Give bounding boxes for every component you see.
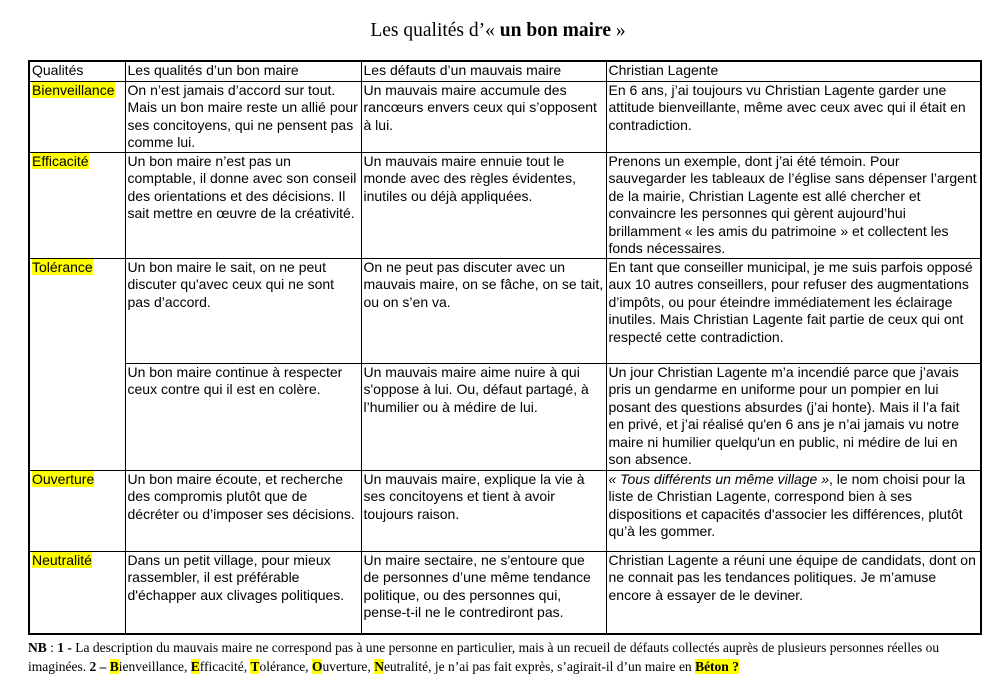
cell-lagente: En tant que conseiller municipal, je me suis parfois opposé aux 10 autres conseillers, pour refuser des augmentations d’impôts, ou pour éteindre immédiatement les éclairage inutiles. Mais Christian Lagente fait partie de ceux qui ont respecté cette contradiction. <box>606 258 981 363</box>
highlight-label: Neutralité <box>32 551 92 568</box>
highlight-label: Ouverture <box>32 470 95 487</box>
table-row <box>29 81 981 152</box>
row-label-cell <box>29 470 125 551</box>
cell-lagente: Prenons un exemple, dont j’ai été témoin. Pour sauvegarder les tableaux de l’église sans dépenser l’argent de la mairie, Christian Lagente est allé chercher et convaincre les personnes qui gèrent aujourd’hui brillamment « les amis du patrimoine » et collectent les fonds nécessaires. <box>606 152 981 258</box>
table-row <box>29 363 981 470</box>
cell-bad-mayor: Un mauvais maire, explique la vie à ses concitoyens et tient à avoir toujours raison. <box>361 470 606 551</box>
cell-lagente: Un jour Christian Lagente m’a incendié parce que j’avais pris un gendarme en uniforme pour un pompier en lui posant des questions absurdes (j’ai honte). Mais il l’a fait en privé, et j’ai réalisé qu'en 6 ans je n’ai jamais vu notre maire ni humilier quelqu'un en public, ni médire de lui en son absence. <box>606 363 981 470</box>
table-row <box>29 258 981 363</box>
highlight-label: Bienveillance <box>32 81 115 98</box>
cell-lagente: « Tous différents un même village », le nom choisi pour la liste de Christian Lagente, correspond bien à ses dispositions et capacités d'associer les différences, plutôt qu’à les gommer. <box>606 470 981 551</box>
cell-good-mayor: Dans un petit village, pour mieux rassembler, il est préférable d'échapper aux clivages politiques. <box>125 551 361 634</box>
row-label-cell <box>29 81 125 152</box>
cell-good-mayor: Un bon maire continue à respecter ceux contre qui il est en colère. <box>125 363 361 470</box>
row-label-cell <box>29 152 125 258</box>
highlight-label: Efficacité <box>32 152 89 169</box>
cell-bad-mayor: Un mauvais maire accumule des rancœurs envers ceux qui s’opposent à lui. <box>361 81 606 152</box>
cell-bad-mayor: Un maire sectaire, ne s'entoure que de personnes d’une même tendance politique, ou des personnes qui, pense-t-il ne le contrediront pas. <box>361 551 606 634</box>
table-row <box>29 470 981 551</box>
cell-lagente: Christian Lagente a réuni une équipe de candidats, dont on ne connait pas les tendances politiques. Je m’amuse encore à essayer de le deviner. <box>606 551 981 634</box>
column-header-mauvais-maire: Les défauts d’un mauvais maire <box>361 61 606 81</box>
row-label-cell <box>29 551 125 634</box>
highlight-label: Tolérance <box>32 258 93 275</box>
page-title: Les qualités d’« un bon maire » <box>370 20 626 41</box>
row-label-cell <box>29 258 125 470</box>
column-header-christian-lagente: Christian Lagente <box>606 61 981 81</box>
cell-good-mayor: On n’est jamais d’accord sur tout. Mais un bon maire reste un allié pour ses concitoyens, qui ne pensent pas comme lui. <box>125 81 361 152</box>
footnote: NB : 1 - La description du mauvais maire ne correspond pas à une personne en particulier, mais à un recueil de défauts collectés auprès de plusieurs personnes réelles ou imaginées. 2 – Bienveillance, Efficacité, Tolérance, Ouverture, Neutralité, je n’ai pas fait exprès, s’agirait-il d’un maire en Béton ? <box>28 640 940 674</box>
cell-good-mayor: Un bon maire le sait, on ne peut discuter qu'avec ceux qui ne sont pas d’accord. <box>125 258 361 363</box>
cell-good-mayor: Un bon maire écoute, et recherche des compromis plutôt que de décréter ou d’imposer ses décisions. <box>125 470 361 551</box>
cell-good-mayor: Un bon maire n’est pas un comptable, il donne avec son conseil des orientations et des décisions. Il sait mettre en œuvre de la créativité. <box>125 152 361 258</box>
cell-bad-mayor: On ne peut pas discuter avec un mauvais maire, on se fâche, on se tait, ou on s’en va. <box>361 258 606 363</box>
table-row <box>29 152 981 258</box>
column-header-bon-maire: Les qualités d’un bon maire <box>125 61 361 81</box>
qualities-table <box>28 60 982 635</box>
cell-bad-mayor: Un mauvais maire ennuie tout le monde avec des règles évidentes, inutiles ou déjà appliquées. <box>361 152 606 258</box>
cell-lagente: En 6 ans, j’ai toujours vu Christian Lagente garder une attitude bienveillante, même avec ceux avec qui il était en contradiction. <box>606 81 981 152</box>
cell-bad-mayor: Un mauvais maire aime nuire à qui s'oppose à lui. Ou, défaut partagé, à l’humilier ou à médire de lui. <box>361 363 606 470</box>
table-header-row <box>29 61 981 81</box>
table-row <box>29 551 981 634</box>
column-header-qualites: Qualités <box>29 61 125 81</box>
